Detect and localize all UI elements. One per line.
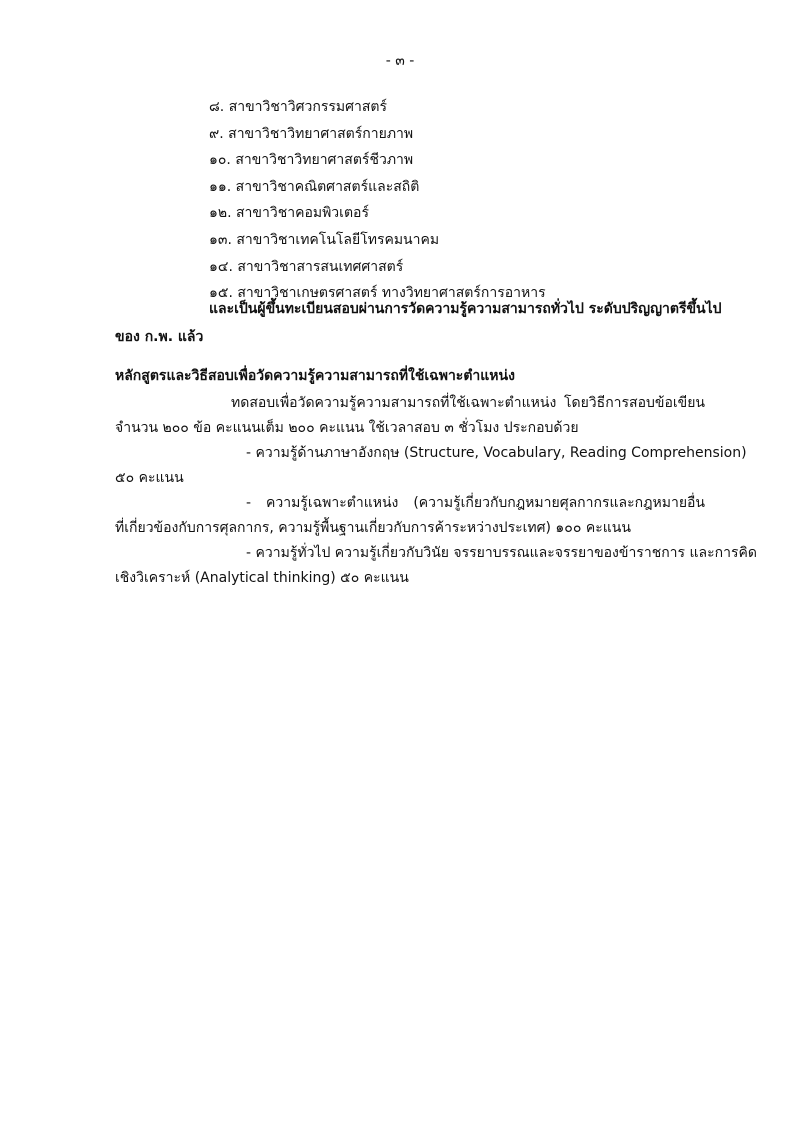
qualification-line-2: ของ ก.พ. แล้ว bbox=[115, 329, 204, 345]
field-item: ๘. สาขาวิชาวิศวกรรมศาสตร์ bbox=[209, 99, 388, 115]
qualification-line-1: และเป็นผู้ขึ้นทะเบียนสอบผ่านการวัดความรู้ความสามารถทั่วไป ระดับปริญญาตรีขึ้นไป bbox=[209, 301, 722, 317]
field-item: ๑๓. สาขาวิชาเทคโนโลยีโทรคมนาคม bbox=[209, 231, 440, 248]
intro-line-2: จำนวน ๒๐๐ ข้อ คะแนนเต็ม ๒๐๐ คะแนน ใช้เวลาสอบ ๓ ชั่วโมง ประกอบด้วย bbox=[115, 420, 579, 436]
intro-line-1: ทดสอบเพื่อวัดความรู้ความสามารถที่ใช้เฉพาะตำแหน่ง โดยวิธีการสอบข้อเขียน bbox=[231, 395, 705, 411]
english-item-line-2: ๕๐ คะแนน bbox=[115, 470, 184, 486]
general-item-line-1: - ความรู้ทั่วไป ความรู้เกี่ยวกับวินัย จรรยาบรรณและจรรยาของข้าราชการ และการคิด bbox=[246, 545, 757, 561]
english-item-line-1: - ความรู้ด้านภาษาอังกฤษ (Structure, Vocabulary, Reading Comprehension) bbox=[246, 445, 747, 461]
field-list bbox=[209, 94, 546, 307]
specific-item-line-2: ที่เกี่ยวข้องกับการศุลกากร, ความรู้พื้นฐานเกี่ยวกับการค้าระหว่างประเทศ) ๑๐๐ คะแนน bbox=[115, 520, 631, 536]
field-item: ๑๑. สาขาวิชาคณิตศาสตร์และสถิติ bbox=[209, 178, 420, 195]
page-number: - ๓ - bbox=[385, 53, 415, 69]
field-item: ๑๕. สาขาวิชาเกษตรศาสตร์ ทางวิทยาศาสตร์การอาหาร bbox=[209, 285, 546, 302]
field-item: ๑๐. สาขาวิชาวิทยาศาสตร์ชีวภาพ bbox=[209, 152, 414, 169]
field-item: ๙. สาขาวิชาวิทยาศาสตร์กายภาพ bbox=[209, 125, 414, 142]
field-item: ๑๔. สาขาวิชาสารสนเทศศาสตร์ bbox=[209, 258, 404, 275]
field-item: ๑๒. สาขาวิชาคอมพิวเตอร์ bbox=[209, 205, 369, 222]
section-heading: หลักสูตรและวิธีสอบเพื่อวัดความรู้ความสามารถที่ใช้เฉพาะตำแหน่ง bbox=[115, 368, 515, 384]
general-item-line-2: เชิงวิเคราะห์ (Analytical thinking) ๕๐ คะแนน bbox=[115, 570, 409, 586]
specific-item-line-1: - ความรู้เฉพาะตำแหน่ง (ความรู้เกี่ยวกับกฎหมายศุลกากรและกฎหมายอื่น bbox=[246, 495, 705, 511]
